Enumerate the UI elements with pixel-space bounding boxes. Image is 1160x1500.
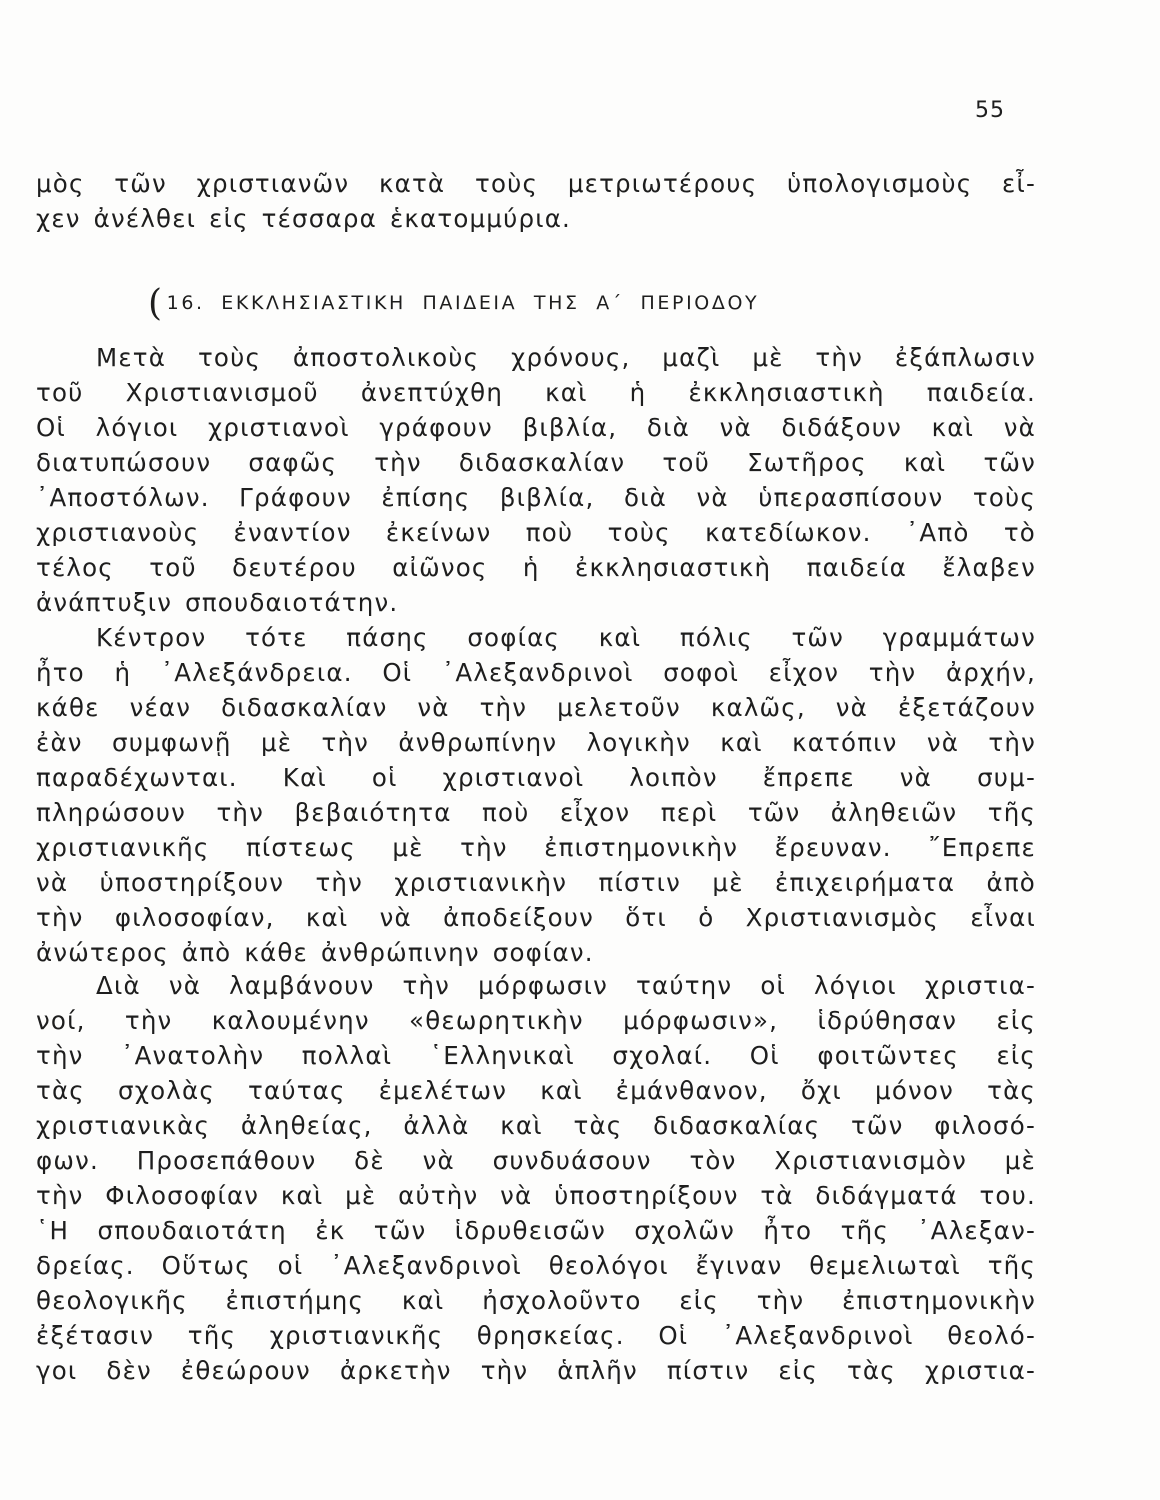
text-line: χεν ἀνέλθει εἰς τέσσαρα ἑκατομμύρια. bbox=[36, 204, 572, 233]
text-line: μὸς τῶν χριστιανῶν κατὰ τοὺς μετριωτέρους ὑπολογισμοὺς εἶ- bbox=[36, 169, 1036, 198]
text-line: νὰ ὑποστηρίξουν τὴν χριστιανικὴν πίστιν μὲ ἐπιχειρήματα ἀπὸ bbox=[36, 868, 1036, 897]
text-line: ἐξέτασιν τῆς χριστιανικῆς θρησκείας. Οἱ ᾿Αλεξανδρινοὶ θεολό- bbox=[36, 1321, 1036, 1350]
text-line: δρείας. Οὕτως οἱ ᾿Αλεξανδρινοὶ θεολόγοι ἔγιναν θεμελιωταὶ τῆς bbox=[36, 1251, 1036, 1280]
text-line: χριστιανικῆς πίστεως μὲ τὴν ἐπιστημονικὴν ἔρευναν. ῎Επρεπε bbox=[36, 833, 1036, 862]
text-line: παραδέχωνται. Καὶ οἱ χριστιανοὶ λοιπὸν ἔπρεπε νὰ συμ- bbox=[36, 763, 1036, 792]
text-line: θεολογικῆς ἐπιστήμης καὶ ἠσχολοῦντο εἰς τὴν ἐπιστημονικὴν bbox=[36, 1286, 1036, 1315]
paragraph-1 bbox=[36, 340, 1036, 620]
paragraph-2 bbox=[36, 620, 1036, 970]
intro-text bbox=[36, 166, 1036, 236]
text-line: διατυπώσουν σαφῶς τὴν διδασκαλίαν τοῦ Σωτῆρος καὶ τῶν bbox=[36, 448, 1036, 477]
text-line: Κέντρον τότε πάσης σοφίας καὶ πόλις τῶν γραμμάτων bbox=[96, 623, 1036, 652]
text-line: τὰς σχολὰς ταύτας ἐμελέτων καὶ ἐμάνθανον, ὄχι μόνον τὰς bbox=[36, 1076, 1036, 1105]
paragraph-3 bbox=[36, 968, 1036, 1388]
section-heading bbox=[148, 283, 759, 324]
text-line: τοῦ Χριστιανισμοῦ ἀνεπτύχθη καὶ ἡ ἐκκλησιαστικὴ παιδεία. bbox=[36, 378, 1036, 407]
text-line: ῾Η σπουδαιοτάτη ἐκ τῶν ἱδρυθεισῶν σχολῶν ἦτο τῆς ᾿Αλεξαν- bbox=[36, 1216, 1036, 1245]
text-line: κάθε νέαν διδασκαλίαν νὰ τὴν μελετοῦν καλῶς, νὰ ἐξετάζουν bbox=[36, 693, 1036, 722]
page-number: 55 bbox=[975, 98, 1005, 123]
text-line: τὴν Φιλοσοφίαν καὶ μὲ αὐτὴν νὰ ὑποστηρίξουν τὰ διδάγματά του. bbox=[36, 1181, 1036, 1210]
handwritten-bracket-mark: ( bbox=[148, 283, 165, 324]
text-line: ἀνώτερος ἀπὸ κάθε ἀνθρώπινην σοφίαν. bbox=[36, 938, 594, 967]
text-line: τὴν φιλοσοφίαν, καὶ νὰ ἀποδείξουν ὅτι ὁ Χριστιανισμὸς εἶναι bbox=[36, 903, 1036, 932]
text-line: Μετὰ τοὺς ἀποστολικοὺς χρόνους, μαζὶ μὲ τὴν ἐξάπλωσιν bbox=[96, 343, 1036, 372]
text-line: φων. Προσεπάθουν δὲ νὰ συνδυάσουν τὸν Χριστιανισμὸν μὲ bbox=[36, 1146, 1036, 1175]
text-line: χριστιανοὺς ἐναντίον ἐκείνων ποὺ τοὺς κατεδίωκον. ᾿Απὸ τὸ bbox=[36, 518, 1036, 547]
text-line: Οἱ λόγιοι χριστιανοὶ γράφουν βιβλία, διὰ νὰ διδάξουν καὶ νὰ bbox=[36, 413, 1036, 442]
text-line: ἀνάπτυξιν σπουδαιοτάτην. bbox=[36, 588, 399, 617]
text-line: τέλος τοῦ δευτέρου αἰῶνος ἡ ἐκκλησιαστικὴ παιδεία ἔλαβεν bbox=[36, 553, 1036, 582]
text-line: γοι δὲν ἐθεώρουν ἀρκετὴν τὴν ἁπλῆν πίστιν εἰς τὰς χριστια- bbox=[36, 1356, 1036, 1385]
text-line: νοί, τὴν καλουμένην «θεωρητικὴν μόρφωσιν», ἱδρύθησαν εἰς bbox=[36, 1006, 1036, 1035]
text-line: πληρώσουν τὴν βεβαιότητα ποὺ εἶχον περὶ τῶν ἀληθειῶν τῆς bbox=[36, 798, 1036, 827]
text-line: Διὰ νὰ λαμβάνουν τὴν μόρφωσιν ταύτην οἱ λόγιοι χριστια- bbox=[96, 971, 1036, 1000]
text-line: ᾿Αποστόλων. Γράφουν ἐπίσης βιβλία, διὰ νὰ ὑπερασπίσουν τοὺς bbox=[36, 483, 1036, 512]
section-title: 16. ΕΚΚΛΗΣΙΑΣΤΙΚΗ ΠΑΙΔΕΙΑ ΤΗΣ Α΄ ΠΕΡΙΟΔΟΥ bbox=[166, 292, 760, 314]
text-line: ἦτο ἡ ᾿Αλεξάνδρεια. Οἱ ᾿Αλεξανδρινοὶ σοφοὶ εἶχον τὴν ἀρχήν, bbox=[36, 658, 1036, 687]
text-line: τὴν ᾿Ανατολὴν πολλαὶ ῾Ελληνικαὶ σχολαί. Οἱ φοιτῶντες εἰς bbox=[36, 1041, 1036, 1070]
text-line: ἐὰν συμφωνῇ μὲ τὴν ἀνθρωπίνην λογικὴν καὶ κατόπιν νὰ τὴν bbox=[36, 728, 1036, 757]
text-line: χριστιανικὰς ἀληθείας, ἀλλὰ καὶ τὰς διδασκαλίας τῶν φιλοσό- bbox=[36, 1111, 1036, 1140]
